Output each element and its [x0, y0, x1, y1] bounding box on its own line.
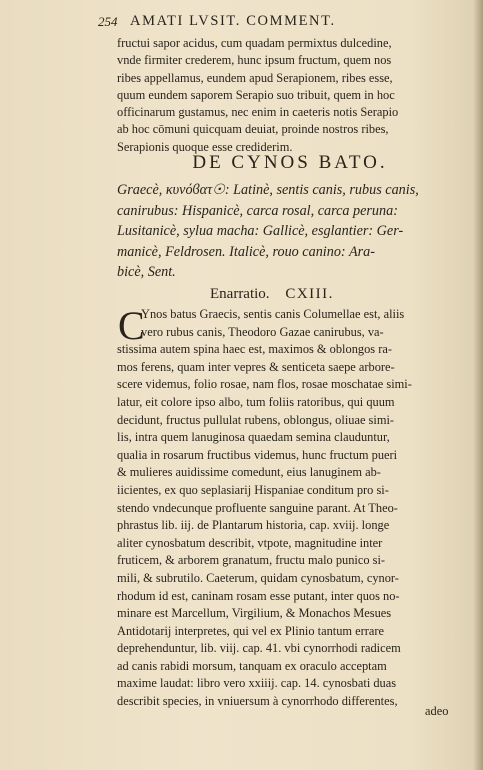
text-line: ad canis rabidi morsum, tanquam ex oraculo acceptam — [117, 658, 387, 673]
text-line: iicientes, ex quo seplasiarij Hispaniae conditum pro si- — [117, 482, 389, 497]
top-text-block — [117, 35, 462, 156]
enarratio-number: CXIII. — [285, 286, 334, 302]
text-line: mili, & subrutilo. Caeterum, quidam cynosbatum, cynor- — [117, 570, 399, 585]
text-line: Ynos batus Graecis, sentis canis Columellae est, aliis — [141, 307, 405, 321]
synonyms-block — [117, 180, 465, 283]
enarratio-heading — [210, 286, 334, 303]
text-line: aliter cynosbatum describit, vtpote, magnitudine inter — [117, 535, 383, 550]
text-line: ribes appellamus, eundem apud Serapionem, ribes esse, — [117, 70, 393, 85]
text-line: vero rubus canis, Theodoro Gazae canirubus, va- — [141, 324, 384, 339]
text-line: officinarum gustamus, nec enim in caeteris notis Serapio — [117, 105, 399, 120]
text-line: Antidotarij interpretes, qui vel ex Plinio tantum errare — [117, 623, 385, 638]
text-line: qualia in rosarum fructibus videmus, hunc fructum pueri — [117, 447, 398, 462]
page-gutter-shadow — [473, 0, 483, 770]
text-line: latur, eit colore ipso albo, tum foliis ratoribus, qui quum — [117, 394, 395, 409]
catchword: adeo — [425, 704, 449, 718]
enarratio-paragraph — [117, 303, 462, 711]
text-line: minare est Marcellum, Virgilium, & Monachos Mesues — [117, 606, 392, 621]
text-line: Serapionis quoque esse crediderim. — [117, 139, 293, 154]
text-line: stendo vndecunque profluente sanguine parant. At Theo- — [117, 500, 398, 515]
text-line: & mulieres auidissime comedunt, eius lanuginem ab- — [117, 465, 381, 480]
text-line: ab hoc cōmuni quicquam deuiat, proinde nostros ribes, — [117, 122, 389, 137]
page-header — [90, 12, 470, 32]
synonym-line: canirubus: Hispanicè, carca rosal, carca peruna: — [117, 202, 398, 219]
text-line: fruticem, & arborem granatum, fructu malo punico si- — [117, 553, 386, 568]
text-line: mos ferens, quam inter vepres & senticeta saepe arbore- — [117, 359, 395, 374]
text-line: describit species, in vniuersum à cynorrhodo differentes, — [117, 694, 398, 709]
synonym-line: Graecè, κυνόϐατ☉: Latinè, sentis canis, rubus canis, — [117, 182, 419, 198]
text-line: phrastus lib. iij. de Plantarum historia, cap. xviij. longe — [117, 518, 390, 533]
text-line: stissima autem spina haec est, maximos & oblongos ra- — [117, 342, 392, 357]
text-line: rhodum id est, caninam rosam esse putant, inter quos no- — [117, 588, 400, 603]
section-title: DE CYNOS BATO. — [192, 152, 388, 173]
text-line: vnde firmiter crederem, hunc ipsum fructum, quem nos — [117, 53, 392, 68]
page-number: 254 — [98, 14, 118, 29]
text-line: scere videmus, folio rosae, nam flos, rosae moschatae simi- — [117, 377, 412, 392]
text-line: maxime laudat: libro vero xxiiij. cap. 14. cynosbati duas — [117, 676, 397, 691]
running-head: AMATI LVSIT. COMMENT. — [130, 13, 336, 29]
text-line: fructui sapor acidus, cum quadam permixtus dulcedine, — [117, 36, 392, 50]
text-line: lis, intra quem lanuginosa quaedam semina clauduntur, — [117, 430, 390, 445]
drop-cap: C — [118, 303, 145, 348]
text-line: decidunt, fructus pullulat rubens, oblongus, oliuae simi- — [117, 412, 395, 427]
synonym-line: manicè, Feldrosen. Italicè, rouo canino: Ara- — [117, 243, 375, 260]
synonym-line: Lusitanicè, sylua macha: Gallicè, esglantier: Ger- — [117, 223, 404, 239]
synonym-line: bicè, Sent. — [117, 264, 176, 280]
text-line: quum eundem saporem Serapio suo tribuit, quem in hoc — [117, 87, 395, 102]
text-line: deprehenduntur, lib. viij. cap. 41. vbi cynorrhodi radicem — [117, 641, 401, 656]
enarratio-label: Enarratio. — [210, 286, 270, 302]
